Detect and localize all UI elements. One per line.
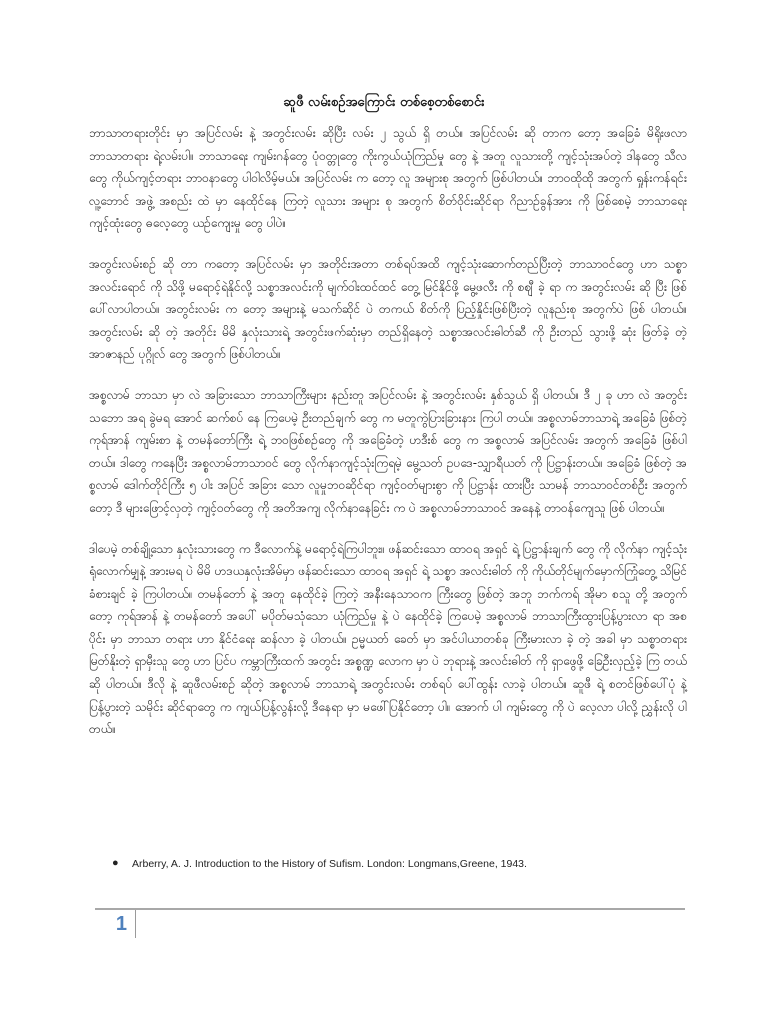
page-number: 1: [96, 910, 136, 938]
paragraph-4: ဒါပေမဲ့ တစ်ချို့သော နှလုံးသားတွေ က ဒီလောက်နဲ့ မရောင့်ရဲကြပါဘူး။ ဖန်ဆင်းသော ထာဝရ အရှင် ရဲ့ ပြဋ္ဌာန်းချက် တွေ ကို လိုက်နာ ကျင့်သုံးရုံလောက်မျှနဲ့ အားမရ ပဲ မိမိ ဟဒယနှလုံးအိမ်မှာ ဖန်ဆင်းသော ထာဝရ အရှင် ရဲ့ သစ္စာ အလင်းဓါတ် ကို ကိုယ်တိုင်မျက်မှောက်ကြုံတွေ့ သိမြင် ခံစားချင် ခဲ့ ကြပါတယ်။ တမန်တော် နဲ့ အတူ နေထိုင်ခဲ့ ကြတဲ့ အနီးနေသာဝက ကြီးတွေ ဖြစ်တဲ့ အဘူ ဘက်ကရ် အိုမာ စသူ တို့ အတွက် တော့ ကုရ်အာန် နဲ့ တမန်တော် အပေါ် မပိုတ်မသုံသော ယုံကြည်မှု နဲ့ ပဲ နေထိုင်ခဲ့ ကြပေမဲ့ အစ္စလာမ် ဘာသာကြီးထွားပြန့်ပွားလာ ရာ အစပိုင်း မှာ ဘာသာ တရား ဟာ နိုင်ငံရေး ဆန်လာ ခဲ့ ပါတယ်။ ဥမ္မယတ် ခေတ် မှာ အင်ပါယာတစ်ခု ကြီးမားလာ ခဲ့ တဲ့ အခါ မှာ သစ္စာတရား မြတ်နိုးတဲ့ ရှာမှီးသူ တွေ ဟာ ပြင်ပ ကမ္ဘာကြီးထက် အတွင်း အစ္စဏ္ဍ လောက မှာ ပဲ ဘုရားနဲ့ အလင်းဓါတ် ကို ရှာဖွေဖို့ ခြေဦးလှည့်ခဲ့ ကြ တယ် ဆို ပါတယ်။ ဒီလို နဲ့ ဆူဖီလမ်းစဉ် ဆိုတဲ့ အစ္စလာမ် ဘာသာရဲ့ အတွင်းလမ်း တစ်ရပ် ပေါ်ထွန်း လာခဲ့ ပါတယ်။ ဆူဖီ ရဲ့ စတင်ဖြစ်ပေါ်ပုံ နဲ့ ပြန့်ပွားတဲ့ သမိုင်း ဆိုင်ရာတွေ က ကျယ်ပြန့်လွန်းလို့ ဒီနေရာ မှာ မဖေါ်ပြနိုင်တော့ ပါ။ အောက် ပါ ကျမ်းတွေ ကို ပဲ လေ့လာ ပါလို့ ညွှန်းလို ပါတယ်။: [89, 541, 687, 737]
paragraph-1: ဘာသာတရားတိုင်း မှာ အပြင်လမ်း နဲ့ အတွင်းလမ်း ဆိုပြီး လမ်း ၂ သွယ် ရှိ တယ်။ အပြင်လမ်း ဆို တာက တော့ အခြေခံ မိရိုးဖလာ ဘာသာတရား ရဲ့လမ်းပါ။ ဘာသာရေး ကျမ်းဂန်တွေ ပုံဝတ္တုတွေ ကိုးကွယ်ယုံကြည်မှု တွေ နဲ့ အတူ လူသားတို့ ကျင့်သုံးအပ်တဲ့ ဒါနတွေ သီလတွေ ကိုယ်ကျင့်တရား ဘာဝနာတွေ ပါဝါလိမ့်မယ်။ အပြင်လမ်း က တော့ လူ အများစု အတွက် ဖြစ်ပါတယ်။ ဘာဝထိုထို အတွက် ရှုန်းကန်ရင်း လူ့ဘောင် အဖွဲ့ အစည်း ထဲ မှာ နေထိုင်နေ ကြတဲ့ လူသား အများ စု အတွက် စိတ်ဝိုင်းဆိုင်ရာ ဂိညာဉ်ခွန်အား ကို ဖြစ်စေမဲ့ ဘာသာရေး ကျင့်ထုံးတွေ ဓလေ့တွေ ယဉ်ကျေးမှု တွေ ပါပဲ။: [89, 126, 687, 231]
reference-text: Arberry, A. J. Introduction to the History of Sufism. London: Longmans,Greene, 1943.: [132, 858, 527, 870]
footer-divider: [95, 908, 685, 910]
document-body: [89, 122, 687, 759]
document-title: ဆူဖီ လမ်းစဉ်အကြောင်း တစ်စေ့တစ်စောင်း: [283, 95, 485, 110]
bullet-icon: ●: [112, 857, 119, 869]
paragraph-2: အတွင်းလမ်းစဉ် ဆို တာ ကတော့ အပြင်လမ်း မှာ အတိုင်းအတာ တစ်ရပ်အထိ ကျင့်သုံးဆောက်တည်ပြီးတဲ့ ဘာသာဝင်တွေ ဟာ သစ္စာအလင်းရောင် ကို သိဖို့ မရောင့်ရဲနိုင်လို့ သစ္စာအလင်းကို မျက်ဝါးထင်ထင် တွေ့ မြင်နိုင်ဖို့ မွေ့ဖလီး ကို စဈီ ခဲ့ ရာ က အတွင်းလမ်း ဆို ပြီး ဖြစ်ပေါ်လာပါတယ်။ အတွင်းလမ်း က တော့ အများနဲ့ မသက်ဆိုင် ပဲ တကယ် စိတ်ကို ပြည့်နှိုင်းဖြစ်ပြီးတဲ့ လူနည်းစု အတွက်ပဲ ဖြစ် ပါတယ်။ အတွင်းလမ်း ဆို တဲ့ အတိုင်း မိမိ နှလုံးသားရဲ့ အတွင်းဖက်ဆုံးမှာ တည်ရှိနေတဲ့ သစ္စာအလင်းဓါတ်ဆီ ကို ဦးတည် သွားဖို့ ဆုံး ဖြတ်ခဲ့ တဲ့ အာဇာနည် ပုဂ္ဂိုလ် တွေ အတွက် ဖြစ်ပါတယ်။: [89, 256, 687, 362]
reference-item: [112, 858, 702, 870]
reference-list: [112, 858, 702, 870]
paragraph-3: အစ္စလာမ် ဘာသာ မှာ လဲ အခြားသော ဘာသာကြီးများ နည်းတူ အပြင်လမ်း နဲ့ အတွင်းလမ်း နှစ်သွယ် ရှိ ပါတယ်။ ဒီ ၂ ခု ဟာ လဲ အတွင်းသဘော အရ ခွဲမရ အောင် ဆက်စပ် နေ ကြပေမဲ့ ဦးတည်ချက် တွေ က မတူကွဲပြားခြားနား ကြပါ တယ်။ အစ္စလာမ်ဘာသာရဲ့ အခြေခံ ဖြစ်တဲ့ ကုရ်အာန် ကျမ်းစာ နဲ့ တမန်တော်ကြီး ရဲ့ ဘဝဖြစ်စဉ်တွေ ကို အခြေခံတဲ့ ဟဒီးစ် တွေ က အစ္စလာမ် အပြင်လမ်း အတွက် အခြေခံ ဖြစ်ပါတယ်။ ဒါတွေ ကနေပြီး အစ္စလာမ်ဘာသာဝင် တွေ လိုက်နာကျင့်သုံးကြရမဲ့ မွေ့သတ် ဥပဒေ-သျှာရီယတ် ကို ပြဋ္ဌာန်းတယ်။ အခြေခံ ဖြစ်တဲ့ အစ္စလာမ် ဒေါက်တိုင်ကြီး ၅ ပါး အပြင် အခြား သော လူမှုဘဝဆိုင်ရာ ကျင့်ဝတ်များစွာ ကို ပြဋ္ဌာန်း ထားပြီး သာမန် ဘာသာဝင်တစ်ဦး အတွက် တော့ ဒီ များဖြောင့်လှတဲ့ ကျင့်ဝတ်တွေ ကို အတိအကျ လိုက်နာနေခြင်း က ပဲ အစ္စလာမ်ဘာသာဝင် အနေနဲ့ တာဝန်ကျေသူ ဖြစ် ပါတယ်။: [89, 387, 687, 515]
